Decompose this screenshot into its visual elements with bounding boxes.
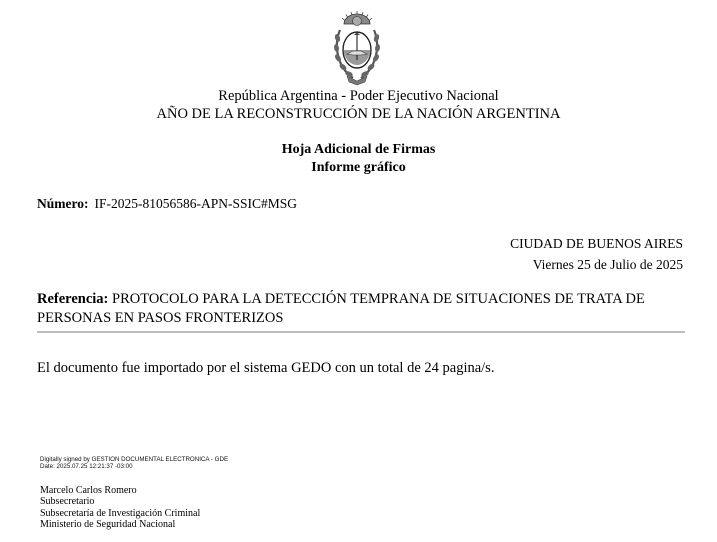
signer-office: Subsecretaría de Investigación Criminal — [40, 507, 201, 519]
signer-block — [40, 485, 200, 531]
digital-signature-stamp — [40, 457, 228, 471]
digital-signature-line-1: Digitally signed by GESTION DOCUMENTAL ELECTRONICA - GDE — [40, 456, 229, 463]
signer-position: Subsecretario — [40, 496, 95, 508]
reference — [37, 290, 685, 327]
document-number-label: Número: — [37, 196, 89, 211]
header-line-2: AÑO DE LA RECONSTRUCCIÓN DE LA NACIÓN ARGENTINA — [156, 106, 561, 122]
body-text: El documento fue importado por el sistema GEDO con un total de 24 pagina/s. — [37, 360, 495, 376]
document-number — [37, 196, 297, 212]
document-subtitle: Informe gráfico — [311, 160, 406, 175]
reference-label: Referencia: — [37, 291, 109, 307]
document-date: Viernes 25 de Julio de 2025 — [532, 257, 683, 272]
document-title: Hoja Adicional de Firmas — [281, 142, 436, 157]
signer-ministry: Ministerio de Seguridad Nacional — [40, 519, 176, 531]
header-line-1: República Argentina - Poder Ejecutivo Nacional — [218, 88, 499, 104]
argentina-coat-of-arms-icon — [331, 10, 383, 86]
reference-text: PROTOCOLO PARA LA DETECCIÓN TEMPRANA DE SITUACIONES DE TRATA DE PERSONAS EN PASOS FRONTERIZOS — [37, 291, 645, 326]
signer-name: Marcelo Carlos Romero — [40, 485, 137, 496]
location-city: CIUDAD DE BUENOS AIRES — [510, 236, 683, 251]
divider — [37, 331, 685, 333]
digital-signature-date: Date: 2025.07.25 12:21:37 -03:00 — [40, 462, 133, 470]
document-number-value: IF-2025-81056586-APN-SSIC#MSG — [94, 196, 298, 211]
